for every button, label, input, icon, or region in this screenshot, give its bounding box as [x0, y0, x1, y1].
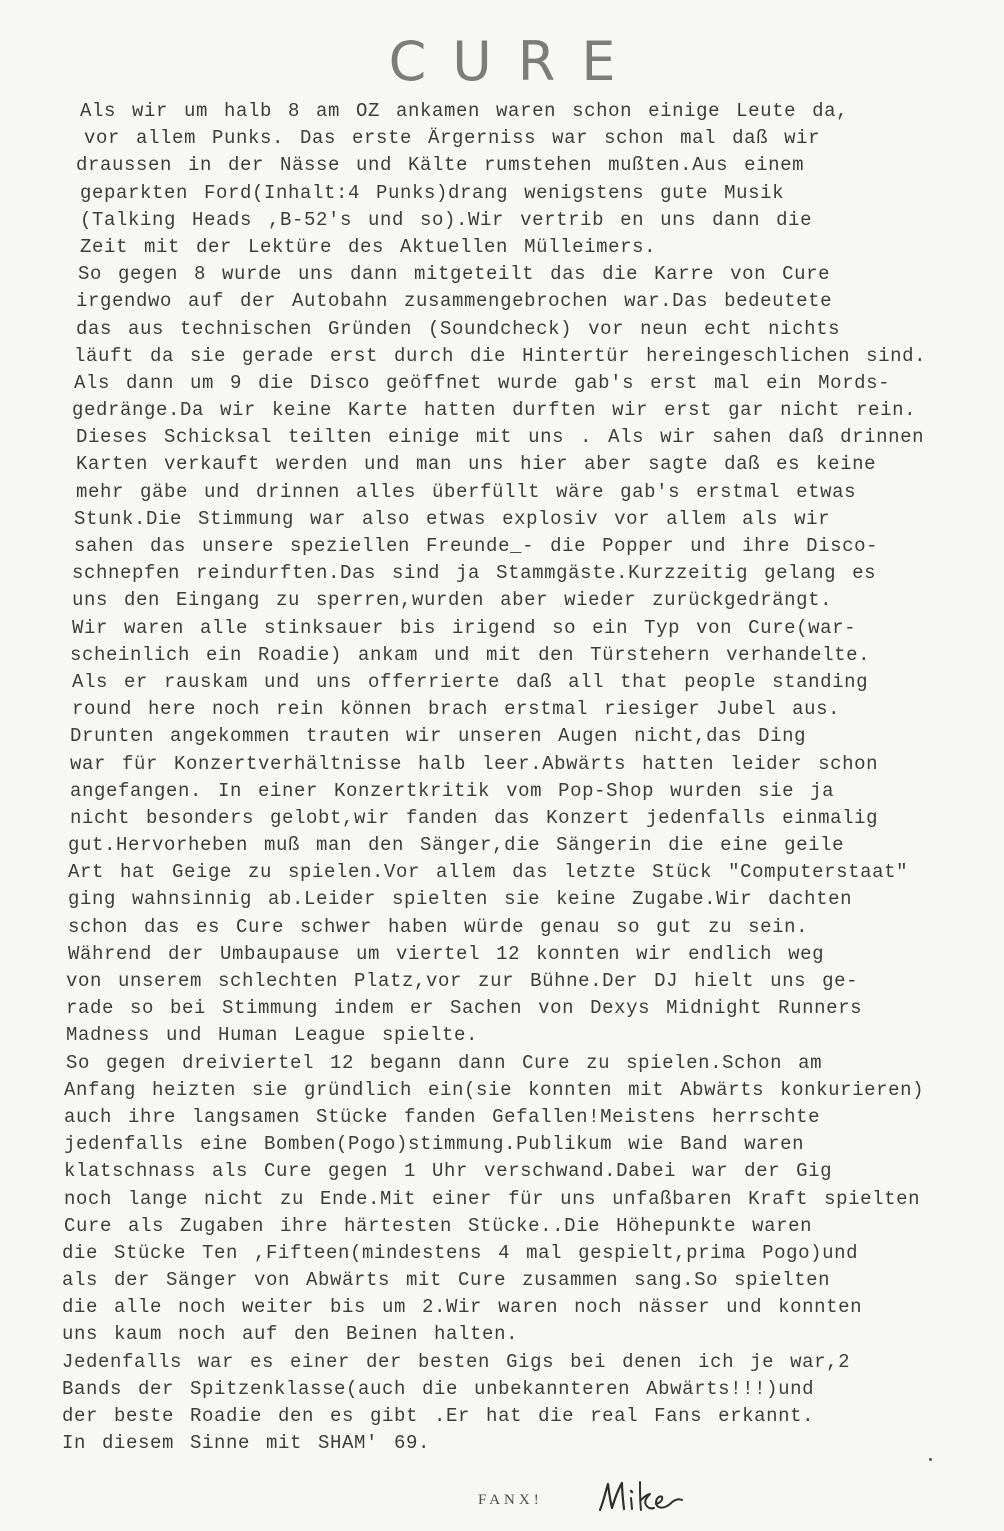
- text-line: Als wir um halb 8 am OZ ankamen waren schon einige Leute da,: [80, 100, 849, 122]
- text-line: Zeit mit der Lektüre des Aktuellen Mülleimers.: [80, 235, 657, 258]
- text-line: So gegen 8 wurde uns dann mitgeteilt das die Karre von Cure: [78, 263, 831, 286]
- text-line: (Talking Heads ,B-52's und so).Wir vertrib en uns dann die: [80, 208, 813, 231]
- text-line: schon das es Cure schwer haben würde genau so gut zu sein.: [68, 915, 809, 938]
- document-title: CURE: [388, 30, 642, 93]
- text-line: als der Sänger von Abwärts mit Cure zusammen sang.So spielten: [62, 1269, 831, 1292]
- text-line: Dieses Schicksal teilten einige mit uns . Als wir sahen daß drinnen: [76, 426, 925, 449]
- text-line: scheinlich ein Roadie) ankam und mit den Türstehern verhandelte.: [70, 643, 871, 666]
- text-line: jedenfalls eine Bomben(Pogo)stimmung.Publikum wie Band waren: [64, 1133, 805, 1156]
- text-line: rade so bei Stimmung indem er Sachen von Dexys Midnight Runners: [66, 997, 863, 1020]
- text-line: von unserem schlechten Platz,vor zur Bühne.Der DJ hielt uns ge-: [66, 970, 859, 992]
- text-line: round here noch rein können brach erstmal riesiger Jubel aus.: [72, 698, 841, 721]
- text-line: Jedenfalls war es einer der besten Gigs bei denen ich je war,2: [62, 1350, 851, 1373]
- handwritten-signature: [596, 1478, 686, 1518]
- text-line: Cure als Zugaben ihre härtesten Stücke..Die Höhepunkte waren: [64, 1214, 813, 1237]
- text-line: In diesem Sinne mit SHAM' 69.: [62, 1432, 431, 1455]
- sign-off: [478, 1482, 708, 1522]
- text-line: Während der Umbaupause um viertel 12 konnten wir endlich weg: [68, 942, 825, 965]
- text-line: uns den Eingang zu sperren,wurden aber wieder zurückgedrängt.: [72, 589, 833, 612]
- text-line: Anfang heizten sie gründlich ein(sie konnten mit Abwärts konkurieren): [64, 1078, 925, 1101]
- text-line: die alle noch weiter bis um 2.Wir waren noch nässer und konnten: [62, 1296, 863, 1319]
- text-line: der beste Roadie den es gibt .Er hat die real Fans erkannt.: [62, 1405, 815, 1427]
- text-line: Art hat Geige zu spielen.Vor allem das letzte Stück "Computerstaat": [68, 861, 909, 884]
- text-line: Bands der Spitzenklasse(auch die unbekannteren Abwärts!!!)und: [62, 1377, 815, 1400]
- text-line: gut.Hervorheben muß man den Sänger,die Sängerin die eine geile: [68, 834, 845, 857]
- article-body: [62, 98, 962, 1457]
- text-line: die Stücke Ten ,Fifteen(mindestens 4 mal gespielt,prima Pogo)und: [62, 1241, 859, 1264]
- text-line: irgendwo auf der Autobahn zusammengebrochen war.Das bedeutete: [76, 290, 833, 313]
- text-line: draussen in der Nässe und Kälte rumstehen mußten.Aus einem: [76, 154, 805, 177]
- text-line: noch lange nicht zu Ende.Mit einer für uns unfaßbaren Kraft spielten: [64, 1187, 921, 1210]
- text-line: ging wahnsinnig ab.Leider spielten sie keine Zugabe.Wir dachten: [68, 888, 853, 911]
- text-line: Wir waren alle stinksauer bis irigend so ein Typ von Cure(war-: [72, 616, 857, 639]
- text-line: Als dann um 9 die Disco geöffnet wurde gab's erst mal ein Mords-: [74, 371, 891, 394]
- text-line: sahen das unsere speziellen Freunde_- die Popper und ihre Disco-: [74, 535, 879, 557]
- text-line: So gegen dreiviertel 12 begann dann Cure zu spielen.Schon am: [66, 1051, 823, 1074]
- text-line: läuft da sie gerade erst durch die Hintertür hereingeschlichen sind.: [74, 344, 927, 367]
- closing-text: FANX!: [478, 1492, 543, 1508]
- text-line: angefangen. In einer Konzertkritik vom Pop-Shop wurden sie ja: [70, 779, 835, 802]
- text-line: das aus technischen Gründen (Soundcheck) vor neun echt nichts: [76, 317, 841, 340]
- text-line: klatschnass als Cure gegen 1 Uhr verschwand.Dabei war der Gig: [64, 1160, 833, 1183]
- text-line: auch ihre langsamen Stücke fanden Gefallen!Meistens herrschte: [64, 1105, 821, 1128]
- text-line: Als er rauskam und uns offerrierte daß all that people standing: [72, 670, 869, 693]
- text-line: nicht besonders gelobt,wir fanden das Konzert jedenfalls einmalig: [70, 806, 879, 829]
- text-line: Drunten angekommen trauten wir unseren Augen nicht,das Ding: [70, 725, 807, 748]
- text-line: schnepfen reindurften.Das sind ja Stammgäste.Kurzzeitig gelang es: [72, 562, 877, 585]
- text-line: uns kaum noch auf den Beinen halten.: [62, 1323, 519, 1346]
- text-line: war für Konzertverhältnisse halb leer.Abwärts hatten leider schon: [70, 752, 879, 775]
- text-line: Madness und Human League spielte.: [66, 1024, 479, 1047]
- text-line: geparkten Ford(Inhalt:4 Punks)drang wenigstens gute Musik: [80, 181, 785, 204]
- text-line: Stunk.Die Stimmung war also etwas explosiv vor allem als wir: [74, 507, 831, 530]
- text-line: gedränge.Da wir keine Karte hatten durften wir erst gar nicht rein.: [72, 399, 917, 422]
- text-line: mehr gäbe und drinnen alles überfüllt wäre gab's erstmal etwas: [76, 480, 857, 503]
- text-line: Karten verkauft werden und man uns hier aber sagte daß es keine: [76, 453, 877, 476]
- text-line: vor allem Punks. Das erste Ärgerniss war schon mal daß wir: [84, 127, 821, 150]
- ink-speck: [929, 1458, 932, 1461]
